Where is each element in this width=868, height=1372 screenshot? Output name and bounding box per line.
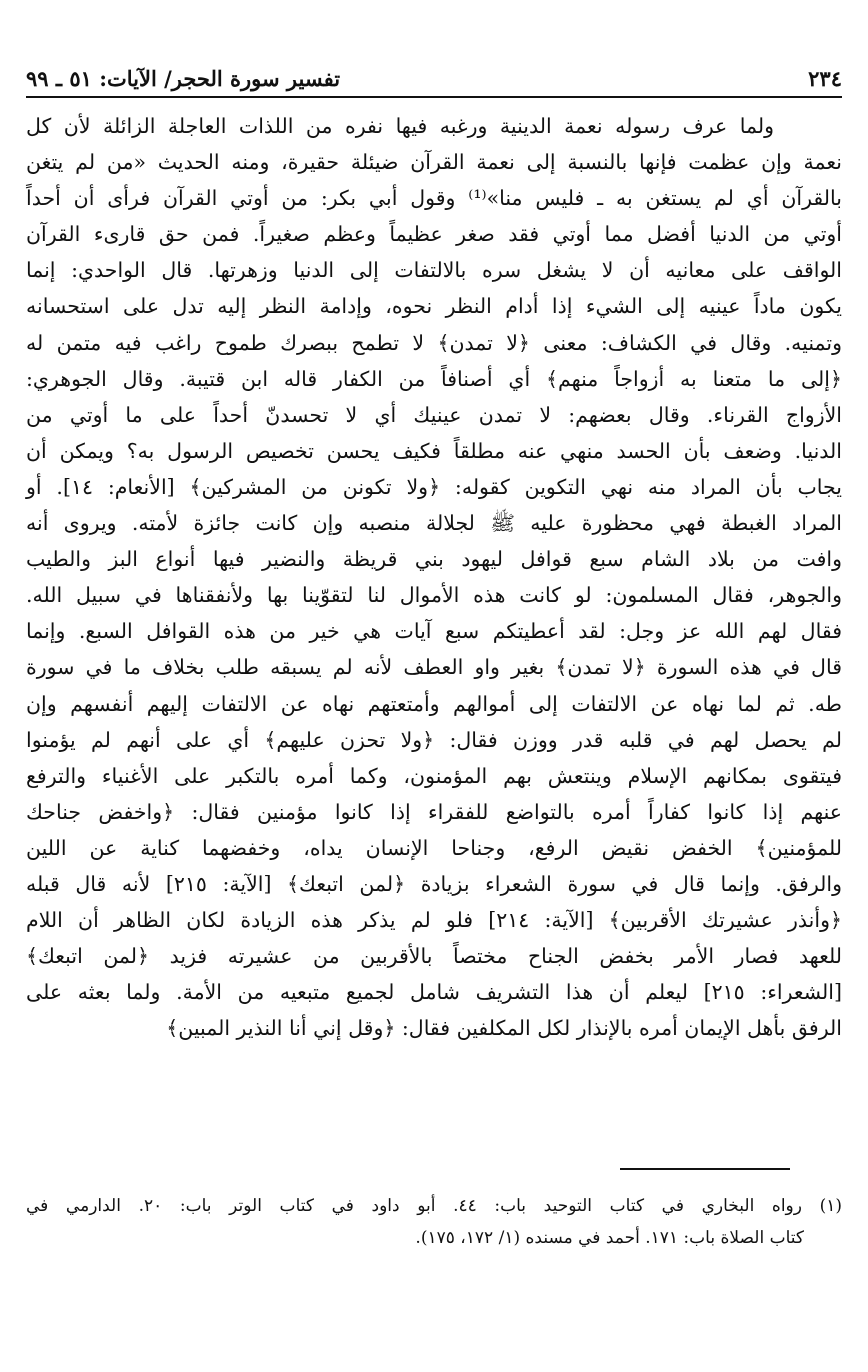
body-text-line: يجاب بأن المراد منه نهي التكوين كقوله: ﴿ولا تكونن من المشركين﴾ [الأنعام: ١٤]. أو [26, 474, 842, 499]
body-text-line: والجوهر، فقال المسلمون: لو كانت هذه الأموال لنا لتقوّينا بها ولأنفقناها في سبيل الله. [26, 583, 842, 608]
body-text-line: والرفق. وإنما قال في سورة الشعراء بزيادة ﴿لمن اتبعك﴾ [الآية: ٢١٥] لأنه قال قبله [26, 871, 842, 896]
body-text-line: يكون ماداً عينيه إلى الشيء إذا أدام النظر نحوه، وإدامة النظر إليه تدل على استحسانه [26, 294, 842, 319]
footnote-separator [620, 1168, 790, 1170]
main-text [26, 108, 842, 1046]
body-text-line: وتمنيه. وقال في الكشاف: معنى ﴿لا تمدن﴾ لا تطمح ببصرك طموح راغب فيه متمن له [26, 330, 842, 355]
body-text-line: طه. ثم لما نهاه عن الالتفات إلى أموالهم وأمتعتهم نهاه عن الالتفات إليهم أنفسهم وإن [26, 691, 842, 716]
page-number: ٢٣٤ [808, 65, 842, 91]
body-text-line: للعهد فصار الأمر بخفض الجناح مختصاً بالأقربين من عشيرته فزيد ﴿لمن اتبعك﴾ [26, 944, 842, 969]
body-text-line: الأزواج القرناء. وقال بعضهم: لا تمدن عينيك أي لا تحسدنّ أحداً على ما أوتي من [26, 402, 842, 427]
footnote-line: (١) رواه البخاري في كتاب التوحيد باب: ٤٤. أبو داود في كتاب الوتر باب: ٢٠. الدارمي في [26, 1196, 843, 1216]
body-text-line: نعمة وإن عظمت فإنها بالنسبة إلى نعمة القرآن ضيئلة حقيرة، ومنه الحديث «من لم يتغن [26, 150, 842, 175]
body-text-line: ﴿إلى ما متعنا به أزواجاً منهم﴾ أي أصنافاً من الكفار قاله ابن قتيبة. وقال الجوهري: [26, 366, 842, 391]
body-text-line: فقال لهم الله عز وجل: لقد أعطيتكم سبع آيات هي خير من هذه القوافل السبع. وإنما [26, 619, 842, 644]
footnote [26, 1190, 842, 1254]
body-text-line: الرفق بأهل الإيمان أمره بالإنذار لكل المكلفين فقال: ﴿وقل إني أنا النذير المبين﴾ [166, 1016, 842, 1041]
body-text-line: ولما عرف رسوله نعمة الدينية ورغبه فيها نفره من اللذات العاجلة الزائلة لأن كل [26, 114, 774, 138]
running-head [26, 60, 842, 98]
body-text-line: بالقرآن أي لم يستغن به ـ فليس منا»⁽¹⁾ وقول أبي بكر: من أوتي القرآن فرأى أن أحداً [26, 186, 842, 211]
body-text-line: عنهم إذا كانوا كفاراً أمره بالتواضع للفقراء إذا كانوا مؤمنين فقال: ﴿واخفض جناحك [26, 799, 842, 824]
footnote-line: كتاب الصلاة باب: ١٧١. أحمد في مسنده (١/ ١٧٢، ١٧٥). [415, 1228, 804, 1248]
running-title: تفسير سورة الحجر/ الآيات: ٥١ ـ ٩٩ [26, 65, 341, 91]
body-text-line: المراد الغبطة فهي محظورة عليه ﷺ لجلالة منصبه وإن كانت جائزة لأمته. ويروى أنه [26, 511, 842, 536]
body-text-line: فيتقوى بمكانهم الإسلام وينتعش بهم المؤمنون، وكما أمره بالتكبر على الأغنياء والترفع [26, 763, 842, 788]
body-text-line: الدنيا. وضعف بأن الحسد منهي عنه مطلقاً فكيف يحسن تخصيص الرسول به؟ ويمكن أن [26, 438, 842, 463]
body-text-line: الواقف على معانيه أن لا يشغل سره بالالتفات إلى الدنيا وزهرتها. قال الواحدي: إنما [26, 258, 842, 283]
body-text-line: لم يحصل لهم في قلبه قدر ووزن فقال: ﴿ولا تحزن عليهم﴾ أي على أنهم لم يؤمنوا [26, 727, 842, 752]
body-text-line: ﴿وأنذر عشيرتك الأقربين﴾ [الآية: ٢١٤] فلو لم يذكر هذه الزيادة لكان الظاهر أن اللام [26, 908, 842, 933]
body-text-line: قال في هذه السورة ﴿لا تمدن﴾ بغير واو العطف لأنه لم يسبقه طلب بخلاف ما في سورة [26, 655, 842, 680]
body-text-line: أوتي من الدنيا أفضل مما أوتي فقد صغر عظيماً وعظم صغيراً. فمن حق قارىء القرآن [26, 222, 842, 247]
body-text-line: [الشعراء: ٢١٥] ليعلم أن هذا التشريف شامل لجميع متبعيه من الأمة. ولما بعثه على [26, 980, 842, 1005]
body-text-line: للمؤمنين﴾ الخفض نقيض الرفع، وجناحا الإنسان يداه، وخفضهما كناية عن اللين [26, 835, 842, 860]
body-text-line: وافت من بلاد الشام سبع قوافل ليهود بني قريظة والنضير فيها أنواع البز والطيب [26, 547, 842, 572]
